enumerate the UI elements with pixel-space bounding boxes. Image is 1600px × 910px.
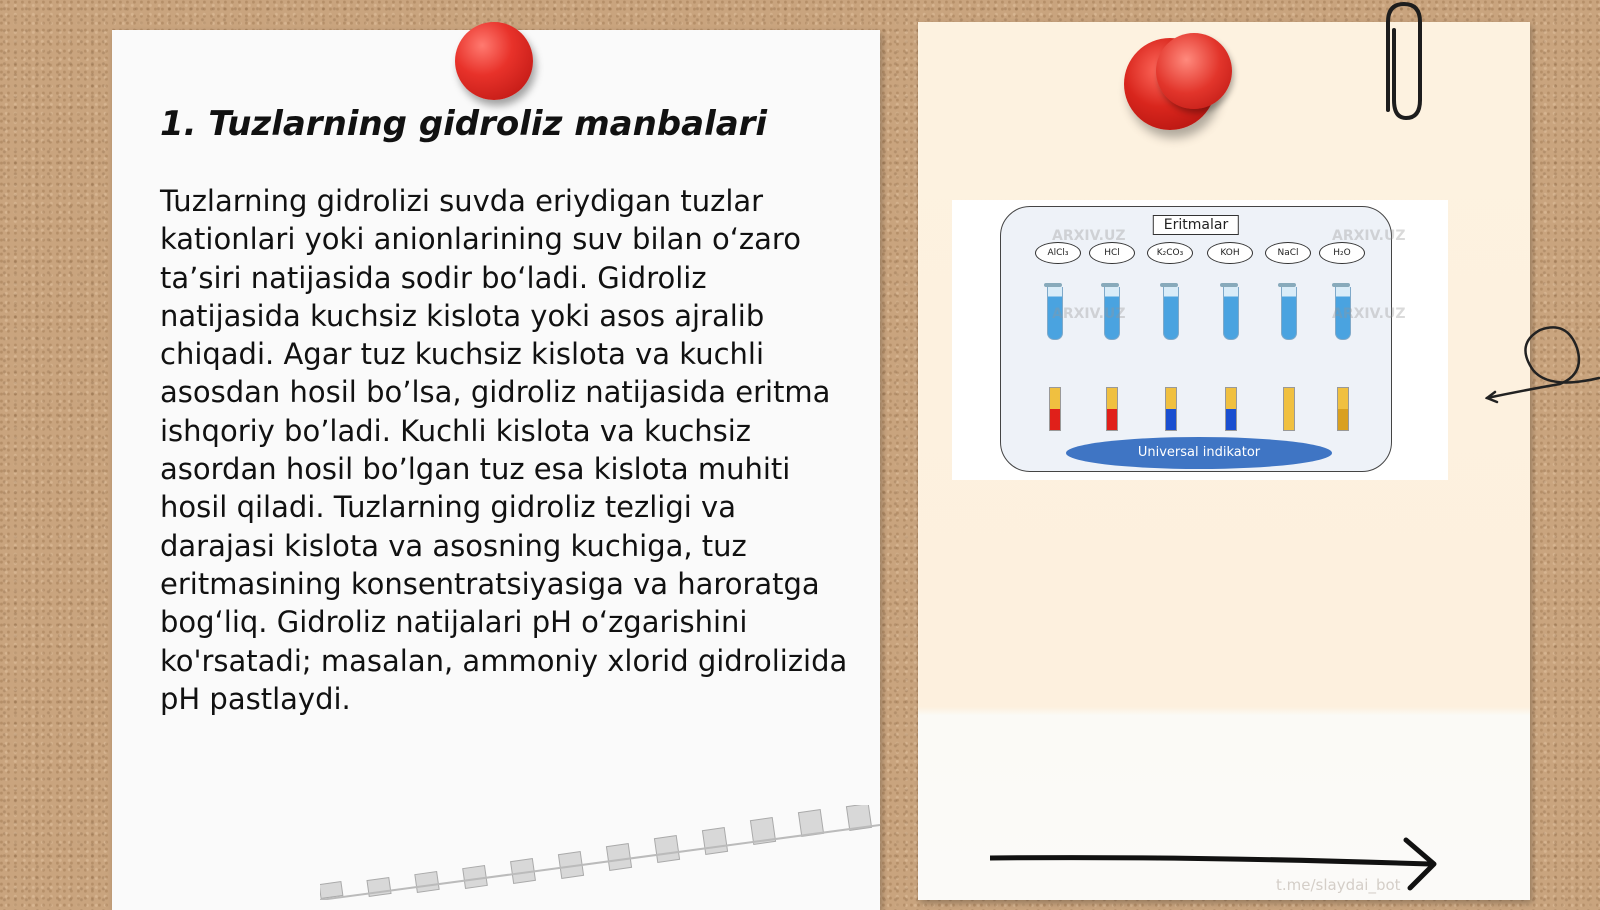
solution-label: HCl <box>1089 242 1135 264</box>
figure-title: Eritmalar <box>1153 215 1239 235</box>
body-paragraph: Tuzlarning gidrolizi suvda eriydigan tuzlar kationlari yoki anionlarining suv bilan o‘zaro ta’siri natijasida sodir bo‘ladi. Gidroliz natijasida kuchsiz kislota yoki asos ajralib chiqadi. Agar tuz kuchsiz kislota va kuchli asosdan hosil bo’lsa, gidroliz natijasida eritma ishqoriy bo’ladi. Kuchli kislota va kuchsiz asordan hosil bo’lgan tuz esa kislota muhiti hosil qiladi. Tuzlarning gidroliz tezligi va darajasi kislota va asosning kuchiga, tuz eritmasining konsentratsiyasiga va haroratga bog‘liq. Gidroliz natijalari pH o‘zgarishini ko'rsatadi; masalan, ammoniy xlorid gidrolizida pH pastlaydi. <box>160 184 848 716</box>
watermark-text: ARXIV.UZ <box>1332 306 1406 322</box>
red-pushpin-icon <box>455 22 533 100</box>
watermark-text: ARXIV.UZ <box>1052 306 1126 322</box>
paperclip-icon <box>1376 0 1428 125</box>
test-tube-icon <box>1281 283 1295 341</box>
solution-label: KOH <box>1207 242 1253 264</box>
hand-drawn-loop-icon <box>1485 318 1600 408</box>
torn-perforation-edge <box>320 805 880 900</box>
watermark-text: ARXIV.UZ <box>1332 228 1406 244</box>
indicator-strip <box>1337 387 1349 431</box>
solution-label: NaCl <box>1265 242 1311 264</box>
indicator-strip <box>1225 387 1237 431</box>
solutions-panel <box>1000 206 1392 472</box>
hydrolysis-experiment-figure <box>952 200 1448 480</box>
solution-label: K₂CO₃ <box>1147 242 1193 264</box>
footer-credit: t.me/slaydai_bot <box>1276 876 1401 894</box>
universal-indicator-label: Universal indikator <box>1066 437 1332 469</box>
indicator-strip <box>1106 387 1118 431</box>
indicator-strip <box>1165 387 1177 431</box>
watermark-text: ARXIV.UZ <box>1052 228 1126 244</box>
test-tube-icon <box>1223 283 1237 341</box>
solution-label: H₂O <box>1319 242 1365 264</box>
red-pushpin-head-icon <box>1156 33 1232 109</box>
solution-label: AlCl₃ <box>1035 242 1081 264</box>
page-title: 1. Tuzlarning gidroliz manbalari <box>160 104 768 144</box>
indicator-strip <box>1283 387 1295 431</box>
indicator-strip <box>1049 387 1061 431</box>
test-tube-icon <box>1163 283 1177 341</box>
